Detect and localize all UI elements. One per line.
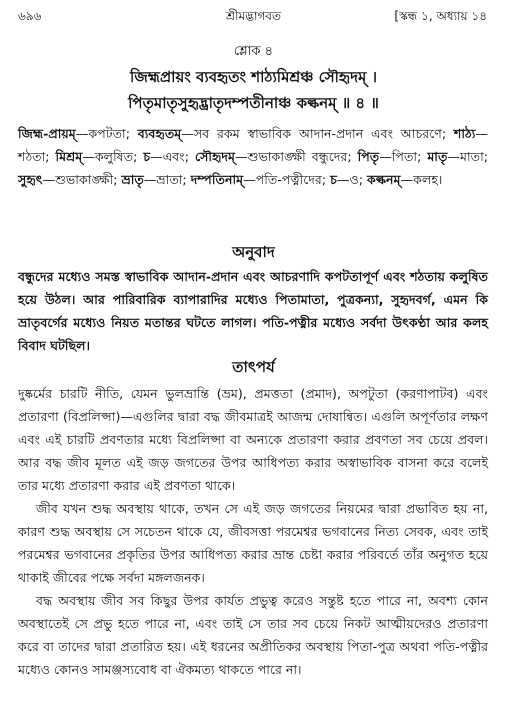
synonyms-paragraph bbox=[18, 122, 488, 191]
synonym-meaning: —এবং; bbox=[150, 149, 195, 164]
translation-heading: অনুবাদ bbox=[232, 243, 275, 261]
verse-line-2: পিতৃমাতৃসুহৃদ্ভ্রাতৃদম্পতীনাঞ্চ কল্কনম্ ॥ ৪ ॥ bbox=[128, 94, 379, 112]
purport-body bbox=[18, 382, 488, 681]
synonym-term: দম্পতিনাম্ bbox=[190, 172, 244, 187]
synonym-term: মাতৃ bbox=[427, 149, 448, 164]
synonym-meaning: —কপটতা; bbox=[75, 126, 138, 141]
synonym-meaning: —সব রকম স্বাভাবিক আদান-প্রদান এবং আচরণে; bbox=[181, 126, 454, 141]
purport-heading: তাৎপর্য bbox=[232, 358, 275, 376]
synonym-meaning: —শঠতা; bbox=[18, 126, 488, 164]
verse-heading: শ্লোক ৪ bbox=[233, 44, 274, 59]
chapter-reference: [স্কন্ধ ১, অধ্যায় ১৪ bbox=[394, 9, 487, 23]
synonym-meaning: —শুভাকাঙ্ক্ষী; bbox=[42, 172, 122, 187]
synonym-term: ভ্রাতৃ bbox=[121, 172, 144, 187]
book-title: শ্রীমদ্ভাগবত bbox=[225, 9, 281, 23]
translation-text: বন্ধুদের মধ্যেও সমস্ত স্বাভাবিক আদান-প্রদান এবং আচরণাদি কপটতাপূর্ণ এবং শঠতায় কলুষিত হয়ে উঠল। আর পারিবারিক ব্যাপারাদির মধ্যেও পিতামাতা, পুত্রকন্যা, সুহৃদবর্গ, এমন কি ভ্রাতৃবর্গের মধ্যেও নিয়ত মতান্তর ঘটতে লাগল। পতি-পত্নীর মধ্যেও সর্বদা উৎকণ্ঠা আর কলহ বিবাদ ঘটছিল। bbox=[18, 269, 488, 353]
synonym-meaning: —মাতা; bbox=[447, 149, 489, 164]
verse-line-1: জিহ্মপ্রায়ং ব্যবহৃতং শাঠ্যমিশ্রঞ্চ সৌহৃদম্ । bbox=[130, 68, 377, 86]
synonym-meaning: —পিতা; bbox=[379, 149, 428, 164]
synonym-meaning: —কলহ। bbox=[400, 172, 443, 187]
synonym-term: চ bbox=[143, 149, 151, 164]
synonym-term: সৌহৃদম্ bbox=[194, 149, 236, 164]
synonym-term: ব্যবহৃতম্ bbox=[137, 126, 182, 141]
synonym-meaning: —কলুষিত; bbox=[82, 149, 144, 164]
synonym-meaning: —ও; bbox=[336, 172, 368, 187]
synonym-term: শাঠ্য bbox=[453, 126, 476, 141]
purport-paragraph: জীব যখন শুদ্ধ অবস্থায় থাকে, তখন সে এই জড় জগতের নিয়মের দ্বারা প্রভাবিত হয় না, কারণ শুদ্ধ অবস্থায় সে সচেতন থাকে যে, জীবসত্তা পরমেশ্বর ভগবানের নিত্য সেবক, এবং তাই পরমেশ্বর ভগবানের প্রকৃতির উপর আধিপত্য করার ভ্রান্ত চেষ্টা করার পরিবর্তে তাঁর অনুগত হয়ে থাকাই জীবের পক্ষে সর্বদা মঙ্গলজনক। bbox=[18, 501, 488, 585]
page-number: ৬৯৬ bbox=[18, 9, 42, 23]
synonym-term: জিহ্ম-প্রায়ম্ bbox=[18, 126, 76, 141]
synonym-meaning: —পতি-পত্নীদের; bbox=[243, 172, 331, 187]
synonym-term: সুহৃৎ bbox=[18, 172, 43, 187]
purport-paragraph: দুষ্কর্মের চারটি নীতি, যেমন ভুলভ্রান্তি (ভ্রম), প্রমত্ততা (প্রমাদ), অপটুতা (করণাপাটব) এবং প্রতারণা (বিপ্রলিপ্সা)—এগুলির দ্বারা বদ্ধ জীবমাত্রই আজন্ম দোষান্বিত। এগুলি অপূর্ণতার লক্ষণ এবং এই চারটি প্রবণতার মধ্যে বিপ্রলিপ্সা বা অন্যকে প্রতারণা করার প্রবণতা সব চেয়ে প্রবল। আর বদ্ধ জীব মূলত এই জড় জগতের উপর আধিপত্য করার অস্বাভাবিক বাসনা করে বলেই তার মধ্যে প্রতারণা করার এই প্রবণতা থাকে। bbox=[18, 386, 488, 493]
purport-paragraph: বদ্ধ অবস্থায় জীব সব কিছুর উপর কার্যত প্রভুত্ব করেও সন্তুষ্ট হতে পারে না, অবশ্য কোন অবস্থাতেই সে প্রভু হতে পারে না, এবং তাই সে তার সব চেয়ে নিকট আত্মীয়দেরও প্রতারণা করে বা তাদের দ্বারা প্রতারিত হয়। এই ধরনের অপ্রীতিকর অবস্থায় পিতা-পুত্র অথবা পতি-পত্নীর মধ্যেও কোনও সামঞ্জস্যবোধ বা ঐকমত্য থাকতে পারে না। bbox=[18, 593, 488, 677]
synonym-term: কল্কনম্ bbox=[367, 172, 401, 187]
synonym-meaning: —ভ্রাতা; bbox=[143, 172, 191, 187]
synonym-meaning: —শুভাকাঙ্ক্ষী বন্ধুদের; bbox=[235, 149, 358, 164]
synonym-term: মিশ্রম্ bbox=[55, 149, 83, 164]
synonym-term: পিতৃ bbox=[357, 149, 380, 164]
synonym-term: চ bbox=[330, 172, 337, 187]
